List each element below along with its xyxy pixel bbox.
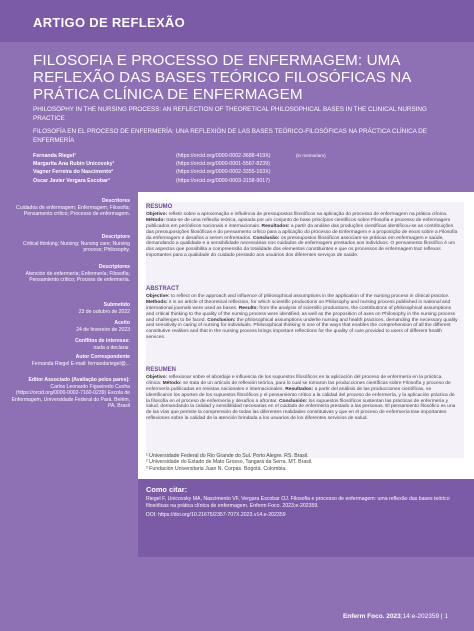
conclusion-text: los supuestos filosóficos sustentan las prácticas de enfermería y salud, demandando la calidad y sensibilidad necesarias en el cuidado de enfermería prestado a las personas. El pensamiento filosófico es una de las vías que permite la comprensión de todas las diferentes realidades constitutivas y que en el proceso de enfermería trae importantes reflexiones sobre la calidad de la atención brindada a los usuarios de los diferentes servicios de salud. — [146, 398, 456, 422]
conflicts-info — [10, 338, 130, 351]
citation-box — [138, 479, 474, 557]
objective-label: Objetivo: — [146, 211, 168, 217]
accepted-heading: Aceito — [114, 320, 130, 326]
orcid-link[interactable]: (https://orcid.org/0000-0002-3355-163X) — [176, 169, 271, 176]
section-bar — [0, 0, 474, 42]
author-name: Vagner Ferreira do Nascimento² — [33, 169, 114, 176]
descriptors-en — [10, 234, 130, 254]
conclusion-label: Conclusão: — [252, 235, 280, 241]
objective-text: reflexionar sobre el abordaje e influencia de los supuestos filosóficos en la aplicación del proceso de enfermería en la práctica clínica. — [146, 374, 442, 386]
author-list — [33, 152, 453, 185]
descriptors-text: Atención de enfermería; Enfermería; Filosofía; Pensamiento crítico; Proceso de enfermería. — [25, 270, 130, 283]
results-label: Resultados: — [261, 223, 290, 229]
resumen-heading: RESUMEN — [146, 367, 177, 373]
author-row — [33, 177, 453, 185]
affiliation-item: ² Universidade do Estado de Mato Grosso, Tangará da Serra. MT. Brasil. — [146, 459, 313, 466]
conflicts-text: nada a declarar. — [93, 344, 130, 351]
orcid-link[interactable]: (https://orcid.org/0000-0002-3688-419X) — [176, 153, 271, 159]
descriptors-text: Cuidados de enfermagem; Enfermagem; Filosofia; Pensamento crítico; Processo de enfermagem. — [16, 204, 130, 217]
objective-label: Objetivo: — [146, 374, 168, 380]
author-row — [33, 160, 453, 168]
citation-text: Riegel F, Unicovsky MA, Nascimento VF, Vergara Escobar OJ. Filosofia e processo de enfermagem: uma reflexão das bases teórico filosóficas na prática clínica de enfermagem. Enferm Foco. 2023;e-202359. — [146, 496, 450, 509]
orcid-link[interactable]: (https://orcid.org/0000-0003-3158-9017) — [176, 177, 270, 184]
affiliation-item: ³ Fundación Universitaria Juan N. Corpas. Bogotá. Colombia. — [146, 465, 287, 472]
corresponding-author — [10, 354, 130, 367]
section-label: ARTIGO DE REFLEXÃO — [33, 15, 186, 30]
author-name: Fernanda Riegel¹ — [33, 153, 76, 159]
descriptors-text: Critical thinking; Nursing; Nursing care; Nursing process; Philosophy. — [22, 240, 130, 253]
results-text: a partir da análise das produções científicas identificou-se as contribuições das pressuposições filosóficas e do pensamento crítico para a aplicação do processo de Enfermagem e a proposição de eixos sobre a Filosofia da enfermagem e desafios a serem enfrentados. — [146, 223, 458, 241]
author-row — [33, 152, 453, 160]
page-footer — [343, 613, 448, 620]
descriptors-pt — [10, 198, 130, 218]
conclusion-text: the philosophical assumptions underlie nursing and health practices, demanding the necessary quality and sensitivity in caring of nursing for individuals. Philosophical thinking is one of the ways that enables the comprehension of all the different constitutive realities and that in the nursing process brings important reflections for the quality of care provided to users of different health services. — [146, 317, 458, 341]
author-name: Margarita Ana Rubin Unicovsky¹ — [33, 161, 115, 168]
descriptors-heading: Descriptores — [98, 264, 130, 270]
resumo-block — [146, 205, 458, 259]
journal-name: Enferm Foco. 2023 — [342, 613, 401, 620]
title-portuguese: FILOSOFIA E PROCESSO DE ENFERMAGEM: UMA REFLEXÃO DAS BASES TEÓRICO FILOSÓFICAS NA PRÁTICA CLÍNICA DE ENFERMAGEM — [33, 52, 411, 103]
doi-link[interactable]: DOI: https://doi.org/10.21675/2357-707X.2023.v14.e-202359 — [146, 512, 286, 518]
editor-heading: Editor Associado (Avaliação pelos pares): — [28, 377, 130, 383]
accepted-date: 24 de fevereiro de 2023 — [76, 326, 130, 333]
method-text: se trata de un artículo de reflexión teórica, para lo cual se tomaron las producciones científicas sobre Filosofía y proceso de enfermería publicadas en revistas nacionales e internacionales. — [146, 380, 451, 392]
associate-editor — [10, 377, 130, 410]
abstract-heading: ABSTRACT — [146, 286, 179, 292]
sidebar — [0, 192, 138, 557]
descriptors-es — [10, 264, 130, 284]
author-note: (in memoriam) — [296, 153, 326, 158]
resumen-block — [146, 368, 458, 422]
accepted-info — [10, 320, 130, 333]
conclusion-label: Conclusion: — [207, 317, 236, 323]
objective-text: refletir sobre a aproximação e influência de pressupostos filosóficos na aplicação do processo de enfermagem na prática clínica. — [168, 211, 448, 217]
journal-issue: ;14:e-202359 — [400, 613, 440, 620]
title-spanish: FILOSOFÍA EN EL PROCESO DE ENFERMERÍA: UNA REFLEXIÓN DE LAS BASES TEÓRICO-FILOSÓFICAS NA PRÁCTICA CLÍNICA DE ENFERMERÍA — [33, 128, 427, 144]
results-text: a partir del análisis de las producciones científicas, se identificaron los aportes de los supuestos filosóficos y el pensamiento crítico a la calidad del proceso de enfermería, y la aplicación práctica de la filosofía en el proceso de enfermería y desafíos a afrontar. — [146, 386, 455, 404]
method-text: trata-se de uma reflexão teórica, apoiada por um conjunto de base princípios científicos sobre Filosofia e processo de enfermagem publicados em periódicos nacionais e internacionais. — [146, 217, 451, 229]
author-row — [33, 168, 453, 176]
method-label: Método: — [162, 380, 182, 386]
resumo-heading: RESUMO — [146, 204, 173, 210]
corresponding-heading: Autor Correspondente — [75, 354, 130, 360]
affiliations — [146, 453, 458, 472]
title-english: PHILOSOPHY IN THE NURSING PROCESS: AN REFLECTION OF THEORETICAL PHILOSOPHICAL BASES IN THE CLINICAL NURSING PRACTICE — [33, 106, 427, 122]
citation-heading: Como citar: — [146, 485, 188, 494]
descriptors-heading: Descritores — [101, 198, 130, 204]
page-number: | 1 — [439, 613, 448, 620]
results-label: Resultados: — [285, 386, 314, 392]
editor-text: Carlos Leonardo Figueiredo Cunha (https://orcid.org/0000-0002-7160-0239) Escola de Enfermagem, Universidade Federal do Pará. Belém, PA, Brasil — [11, 383, 130, 409]
objective-text: to reflect on the approach and influence of philosophical assumptions in the application of the nursing process in clinical practice. — [171, 293, 450, 299]
method-label: Methods: — [146, 299, 168, 305]
affiliation-item: ¹ Universidade Federal do Rio Grande do Sul. Porto Alegre. RS. Brasil. — [146, 453, 309, 459]
conclusion-label: Conclusión: — [278, 398, 308, 404]
abstract-block — [146, 287, 458, 341]
corresponding-text: Fernanda Riegel E-mail: fernandariegel@... — [31, 360, 130, 367]
orcid-link[interactable]: (https://orcid.org/0000-0001-5567-8239) — [176, 161, 270, 168]
submitted-heading: Submetido — [103, 302, 130, 308]
conflicts-heading: Conflitos de interesse: — [75, 338, 130, 344]
results-text: from the analysis of scientific productions, the contributions of philosophical assumptions and critical thinking to the quality of the nursing process were identified, as well as the proposition of axes on Philosophy in the nursing process and challenges to be faced. — [146, 305, 456, 323]
method-text: it is an article of theoretical reflection, for which scientific productions on Philosophy and nursing process published in national and international journals were used as bases. — [146, 299, 451, 311]
submitted-date: 23 de outubro de 2022 — [78, 308, 130, 315]
conclusion-text: os pressupostos filosóficos associam-se práticas em enfermagem e saúde, demandando a qualidade e a sensibilidade necessárias nos cuidados de enfermagem prestados aos indivíduos. O pensamento filosófico é um dos aspectos que possibilita a compreensão da totalidade dos elementos constituintes e que os processos de enfermagem traz reflexos importantes para a qualidade do cuidado prestado aos usuários dos diferentes serviços de saúde. — [146, 235, 456, 259]
method-label: Método: — [146, 217, 166, 223]
submitted-info — [10, 302, 130, 315]
results-label: Results: — [238, 305, 259, 311]
author-name: Oscar Javier Vergara Escobar³ — [33, 177, 110, 184]
descriptors-heading: Descriptors — [101, 234, 130, 240]
objective-label: Objective: — [146, 293, 170, 299]
